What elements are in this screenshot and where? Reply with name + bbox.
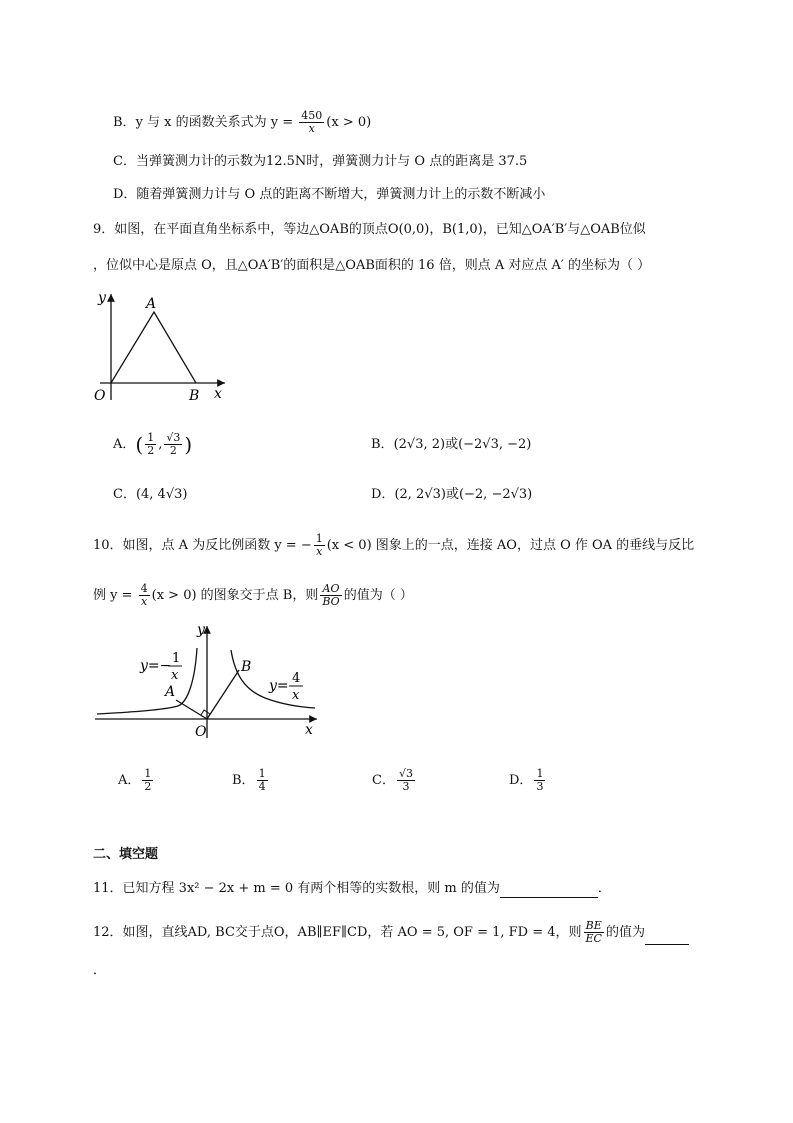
q11-answer-blank[interactable]	[500, 883, 598, 898]
q9-option-d[interactable]: D．(2, 2√3)或(−2, −2√3)	[371, 487, 533, 502]
q10-right-eq: y=	[269, 678, 289, 694]
q10-label-a: A	[165, 684, 176, 700]
q10-left-den: x	[171, 668, 179, 683]
q12-answer-blank[interactable]	[645, 930, 689, 945]
q10-option-b[interactable]: B． $\frac{1}{4}$	[232, 767, 266, 793]
q10-segment-ao	[176, 700, 207, 719]
q9-option-a[interactable]: A．( $\frac{1}{2}$ , $\frac{√3}{2}$ )	[113, 431, 193, 457]
q10-option-c[interactable]: C． $\frac{√3}{3}$	[372, 767, 413, 793]
q12-stem-line2: ．	[93, 963, 107, 978]
section-heading-fill-in: 二、填空题	[93, 847, 159, 862]
q9-label-o: O	[94, 388, 106, 404]
q10-left-num: 1	[172, 651, 181, 666]
q9-label-x: x	[214, 386, 222, 402]
q10-label-o: O	[195, 724, 207, 740]
q11-stem: 11．已知方程 3x² − 2x + m = 0 有两个相等的实数根，则 m 的值为 ．	[93, 881, 611, 896]
q9-stem-line2: ，位似中心是原点 O，且△OA′B′的面积是△OAB面积的 16 倍，则点 A 对应点 A′ 的坐标为（ ）	[93, 258, 651, 273]
q8-option-d: D．随着弹簧测力计与 O 点的距离不断增大，弹簧测力计上的示数不断减小	[113, 187, 546, 202]
q8-option-c: C．当弹簧测力计的示数为12.5N时，弹簧测力计与 O 点的距离是 37.5	[113, 154, 528, 169]
q10-figure	[93, 620, 328, 742]
q10-stem-line2: 例 y = $\frac{4}{x}$ (x > 0) 的图象交于点 B，则 $\frac{AO}{BO}$ 的值为（ ）	[93, 582, 413, 608]
q8-option-b-fraction: $\frac{450}{x}$	[301, 109, 323, 135]
q12-stem: 12．如图，直线AD, BC交于点O，AB∥EF∥CD，若 AO = 5, OF = 1, FD = 4，则 $\frac{BE}{EC}$ 的值为	[93, 920, 689, 945]
q10-label-y: y	[197, 622, 205, 638]
q10-left-eq: y=−	[140, 658, 172, 674]
q9-label-y: y	[98, 290, 106, 306]
q10-segment-ob	[207, 670, 239, 719]
q10-stem-line1: 10．如图，点 A 为反比例函数 y = − $\frac{1}{x}$ (x < 0) 图象上的一点，连接 AO，过点 O 作 OA 的垂线与反比	[93, 532, 695, 558]
q10-right-angle-mark	[201, 710, 210, 715]
q9-triangle-oab	[111, 312, 196, 383]
q9-option-c[interactable]: C．(4, 4√3)	[113, 487, 188, 502]
q9-label-b: B	[189, 388, 200, 404]
q8-option-b: B．y 与 x 的函数关系式为 y = $\frac{450}{x}$ (x > 0)	[113, 109, 372, 135]
q9-stem-line1: 9．如图，在平面直角坐标系中，等边△OAB的顶点O(0,0)，B(1,0)，已知△OA′B′与△OAB位似	[93, 222, 646, 237]
q10-right-num: 4	[292, 671, 301, 686]
q10-label-b: B	[241, 659, 252, 675]
q10-label-x: x	[305, 722, 313, 738]
q9-figure	[90, 288, 235, 408]
q10-option-d[interactable]: D． $\frac{1}{3}$	[509, 767, 544, 793]
q9-label-a: A	[146, 296, 157, 312]
q10-option-a[interactable]: A． $\frac{1}{2}$	[118, 767, 152, 793]
q9-option-b[interactable]: B．(2√3, 2)或(−2√3, −2)	[371, 437, 532, 452]
q10-right-den: x	[292, 688, 300, 703]
